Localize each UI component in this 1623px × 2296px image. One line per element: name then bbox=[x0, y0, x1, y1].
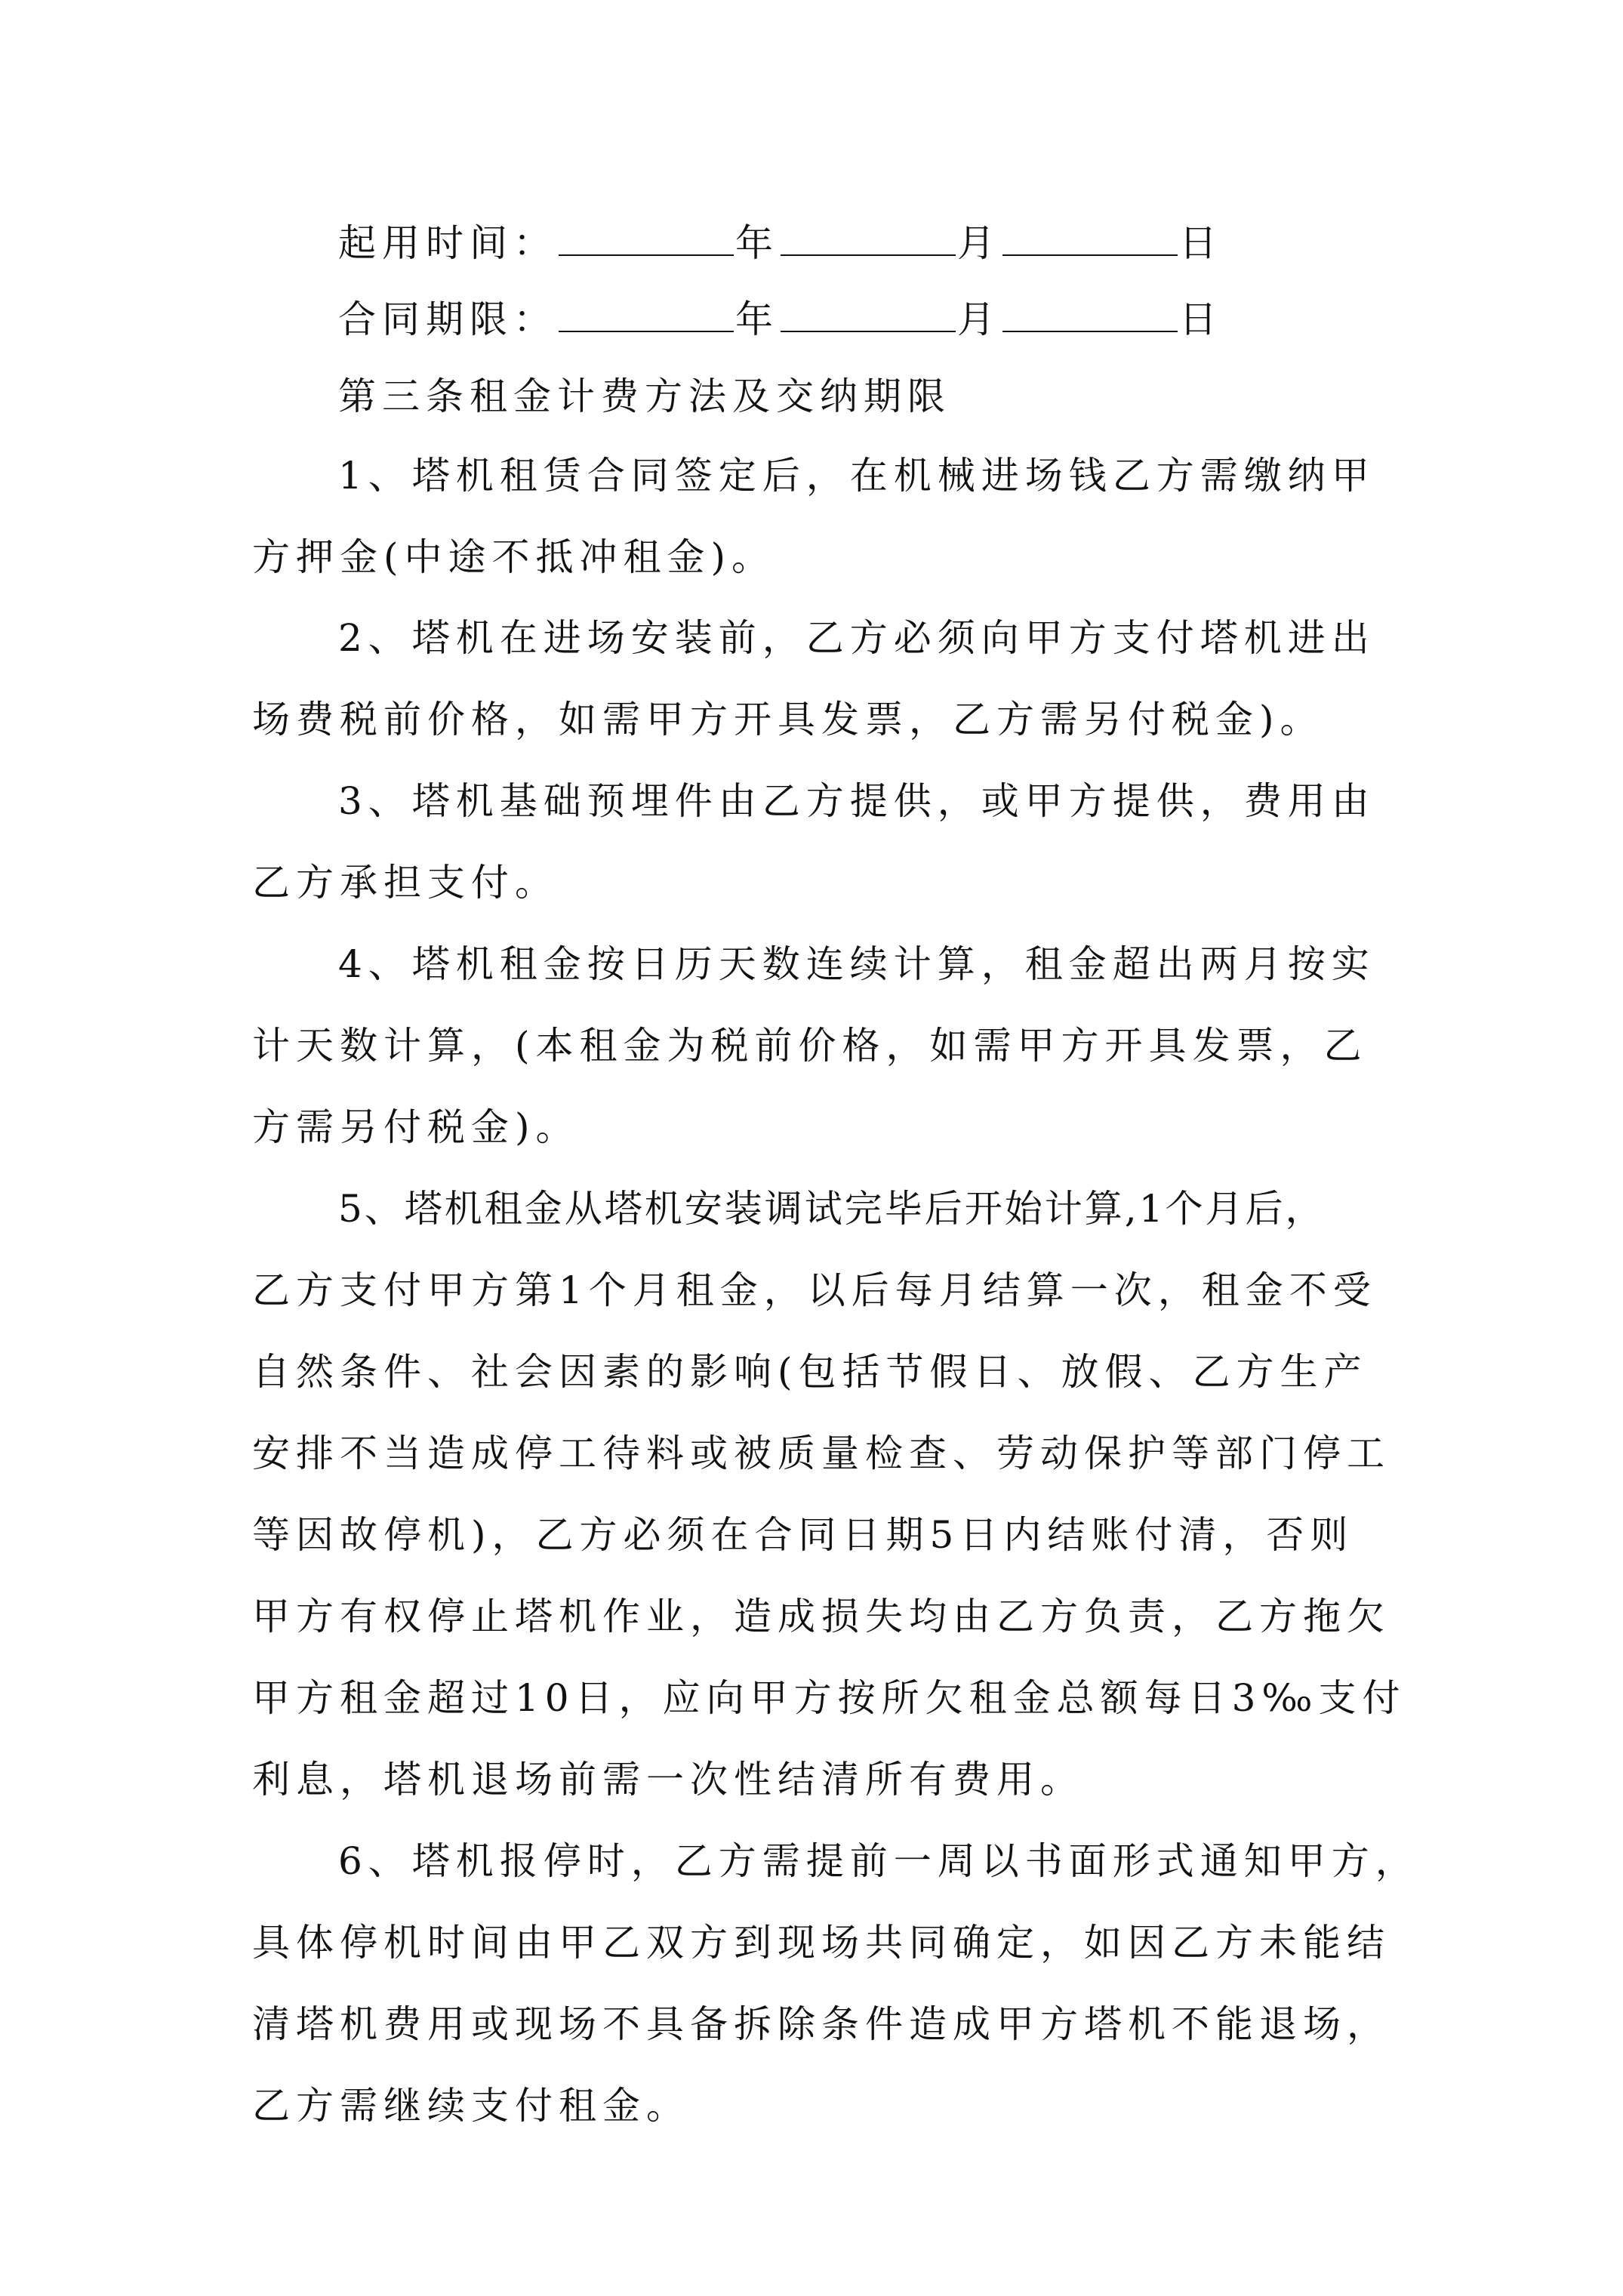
contract-term-label: 合同期限： bbox=[338, 297, 557, 341]
paragraph-line: 方押金(中途不抵冲租金)。 bbox=[252, 535, 776, 579]
day-unit: 日 bbox=[1179, 221, 1223, 265]
year-unit: 年 bbox=[735, 221, 779, 265]
year-unit: 年 bbox=[735, 297, 779, 341]
paragraph-line: 安排不当造成停工待料或被质量检查、劳动保护等部门停工 bbox=[252, 1432, 1390, 1475]
paragraph-line: 具体停机时间由甲乙双方到现场共同确定，如因乙方未能结 bbox=[252, 1921, 1390, 1965]
paragraph-line: 利息，塔机退场前需一次性结清所有费用。 bbox=[252, 1758, 1084, 1801]
paragraph-line: 方需另付税金)。 bbox=[252, 1105, 580, 1149]
paragraph-line: 3、塔机基础预埋件由乙方提供，或甲方提供，费用由 bbox=[338, 779, 1375, 823]
start-date-label: 起用时间： bbox=[338, 221, 557, 265]
paragraph-line: 等因故停机)，乙方必须在合同日期5日内结账付清，否则 bbox=[252, 1513, 1354, 1557]
term-year-blank bbox=[559, 297, 734, 332]
day-unit: 日 bbox=[1179, 297, 1223, 341]
paragraph-line: 场费税前价格，如需甲方开具发票，乙方需另付税金)。 bbox=[252, 698, 1324, 741]
start-date-field bbox=[338, 220, 1223, 266]
paragraph-line: 甲方租金超过10日，应向甲方按所欠租金总额每日3‰支付 bbox=[252, 1676, 1406, 1720]
paragraph-line: 清塔机费用或现场不具备拆除条件造成甲方塔机不能退场， bbox=[252, 2002, 1390, 2046]
paragraph-line: 4、塔机租金按日历天数连续计算，租金超出两月按实 bbox=[338, 942, 1375, 986]
paragraph-line: 甲方有权停止塔机作业，造成损失均由乙方负责，乙方拖欠 bbox=[252, 1595, 1390, 1638]
paragraph-line: 自然条件、社会因素的影响(包括节假日、放假、乙方生产 bbox=[252, 1350, 1368, 1394]
paragraph-line: 乙方需继续支付租金。 bbox=[252, 2084, 690, 2128]
paragraph-line: 6、塔机报停时，乙方需提前一周以书面形式通知甲方， bbox=[338, 1839, 1419, 1883]
paragraph-line: 乙方承担支付。 bbox=[252, 861, 559, 905]
section-title: 第三条租金计费方法及交纳期限 bbox=[338, 374, 951, 418]
term-day-blank bbox=[1002, 297, 1178, 332]
start-month-blank bbox=[781, 221, 956, 256]
paragraph-line: 1、塔机租赁合同签定后，在机械进场钱乙方需缴纳甲 bbox=[338, 454, 1375, 498]
paragraph-line: 2、塔机在进场安装前，乙方必须向甲方支付塔机进出 bbox=[338, 616, 1375, 660]
paragraph-line: 5、塔机租金从塔机安装调试完毕后开始计算,1个月后， bbox=[338, 1187, 1326, 1231]
start-day-blank bbox=[1002, 221, 1178, 256]
contract-term-field bbox=[338, 297, 1223, 342]
paragraph-line: 乙方支付甲方第1个月租金，以后每月结算一次，租金不受 bbox=[252, 1268, 1377, 1312]
paragraph-line: 计天数计算，(本租金为税前价格，如需甲方开具发票，乙 bbox=[252, 1024, 1368, 1068]
month-unit: 月 bbox=[957, 221, 1001, 265]
term-month-blank bbox=[781, 297, 956, 332]
month-unit: 月 bbox=[957, 297, 1001, 341]
start-year-blank bbox=[559, 221, 734, 256]
